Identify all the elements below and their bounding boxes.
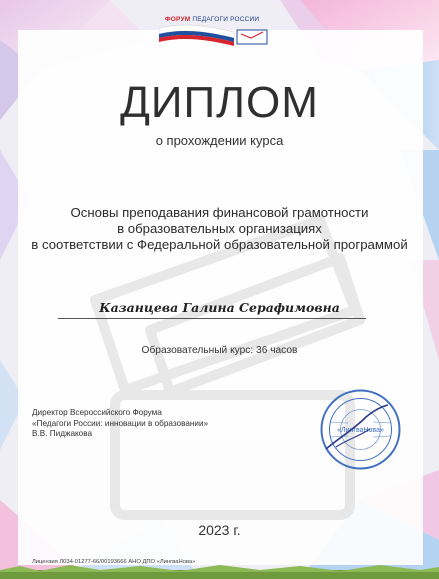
diploma-title: ДИПЛОМ: [120, 78, 319, 127]
director-signature-block: [32, 408, 208, 440]
stamp-text: «ЛингваНова»: [337, 427, 384, 434]
course-title: [0, 205, 439, 254]
official-stamp: [318, 387, 403, 472]
course-hours: Образовательный курс: 36 часов: [141, 345, 298, 356]
forum-logo: [159, 12, 271, 46]
course-title-line: в соответствии с Федеральной образовательной программой: [31, 237, 408, 253]
logo-rest-text: ПЕДАГОГИ РОССИИ: [190, 16, 260, 23]
director-line: Директор Всероссийского Форума: [32, 408, 162, 417]
diploma-subtitle: о прохождении курса: [155, 133, 284, 148]
course-title-line: Основы преподавания финансовой грамотности: [70, 205, 369, 220]
logo-brand-text: ФОРУМ: [165, 16, 191, 23]
director-line: «Педагоги России: инновации в образовании»: [32, 418, 209, 428]
course-title-line: в образовательных организациях: [117, 221, 322, 237]
name-underline: [58, 318, 366, 319]
recipient-name: Казанцева Галина Серафимовна: [99, 300, 340, 315]
director-name: В.В. Пиджакова: [32, 429, 93, 438]
diploma-year: 2023 г.: [198, 522, 241, 538]
license-text: Лицензия Л034-01277-66/00193666 АНО ДПО «ЛингваНова»: [32, 559, 196, 565]
